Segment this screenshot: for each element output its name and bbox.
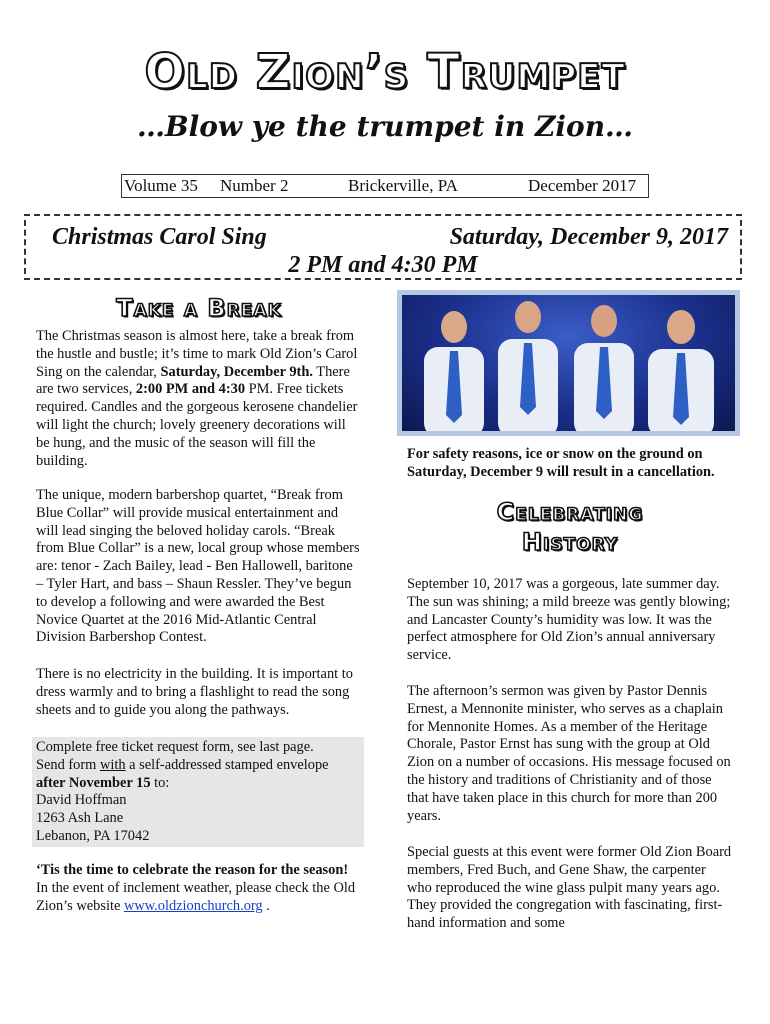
anniversary-paragraph: September 10, 2017 was a gorgeous, late summer day. The sun was shining; a mild breeze was gently blowing; and Lancaster County’s humidity was low. It was the perfect atmosphere for Old Zion’s annual anniversary service. — [407, 576, 731, 664]
ticket-text-2: a self-addressed stamped envelope — [125, 756, 329, 773]
issue-number: Number 2 — [220, 176, 289, 195]
ticket-name: David Hoffman — [36, 792, 127, 809]
carol-times: 2 PM and 4:30 PM — [288, 252, 478, 278]
intro-text: The Christmas season is almost here, take a break from the hustle and bustle; it’s time to mark Old Zion’s Carol Sing on the calendar, — [36, 328, 358, 380]
history-heading: History — [521, 528, 619, 556]
quartet-photo — [397, 290, 740, 436]
special-guests-paragraph: Special guests at this event were former Old Zion Board members, Fred Buch, and Gene Shaw, the carpenter who reproduced the wine glass pulpit many years ago. They provided the congregation with fascinating, first-hand information and some — [407, 844, 732, 932]
issue-date: December 2017 — [528, 176, 637, 195]
quartet-paragraph: The unique, modern barbershop quartet, “Break from Blue Collar” will provide musical entertainment and will lead singing the beloved holiday carols. “Break from Blue Collar” is a new, local group whose members are: tenor - Zach Bailey, lead - Ben Hallowell, baritone – Tyler Hart, and bass – Shaun Ressler. They’ve begun to develop a following and were awarded the Best Novice Quartet at the 2016 Mid-Atlantic Central Division Barbershop Contest. — [36, 487, 360, 646]
safety-notice: For safety reasons, ice or snow on the ground on Saturday, December 9 will result in a cancellation. — [407, 446, 715, 480]
quartet-photo-image — [402, 295, 735, 431]
intro-text-3: PM. Free tickets required. Candles and the gorgeous kerosene chandelier will light the church; lovely greenery decorations will be hung, and the music of the season will fill the building. — [36, 381, 358, 469]
ticket-with: with — [99, 756, 126, 773]
electricity-paragraph: There is no electricity in the building. It is important to dress warmly and to bring a flashlight to read the song sheets and to guide you along the pathways. — [36, 666, 353, 718]
take-a-break-heading: Take a Break — [116, 294, 282, 322]
website-link[interactable]: www.oldzionchurch.org — [123, 897, 263, 914]
weather-lead: ‘Tis the time to celebrate the reason for the season! — [36, 862, 349, 878]
celebrating-heading: Celebrating — [496, 498, 644, 526]
ticket-street: 1263 Ash Lane — [36, 810, 124, 827]
weather-end: . — [262, 897, 270, 914]
ticket-request-box — [32, 737, 364, 847]
issue-info-bar — [121, 174, 649, 198]
singer-4 — [648, 310, 714, 431]
tagline: …Blow ye the trumpet in Zion… — [136, 110, 634, 143]
singer-1 — [424, 311, 484, 431]
carol-title: Christmas Carol Sing — [52, 224, 267, 250]
location: Brickerville, PA — [348, 176, 458, 195]
weather-paragraph — [36, 862, 362, 915]
singer-2 — [498, 301, 558, 431]
quartet-illustration — [402, 295, 735, 431]
carol-date: Saturday, December 9, 2017 — [449, 224, 728, 250]
ticket-city: Lebanon, PA 17042 — [36, 827, 150, 844]
singer-3 — [574, 305, 634, 431]
sermon-paragraph: The afternoon’s sermon was given by Pastor Dennis Ernest, a Mennonite minister, who serves as a chaplain for Mennonite Homes. As a member of the Heritage Chorale, Pastor Ernst has sung with the group at Old Zion on a number of occasions. His message focused on the history and traditions of Christianity and of those that have taken place in this church for more than 200 years. — [407, 683, 731, 824]
volume: Volume 35 — [124, 176, 198, 195]
ticket-line-2 — [36, 757, 360, 775]
weather-text: In the event of inclement weather, please check the Old Zion’s website — [36, 879, 356, 914]
carol-sing-banner — [24, 214, 742, 280]
intro-text-2: There are two services, — [36, 363, 350, 398]
ticket-line-1: Complete free ticket request form, see last page. — [36, 739, 314, 755]
ticket-to: to: — [150, 774, 170, 791]
intro-paragraph — [36, 328, 362, 470]
ticket-deadline: after November 15 — [36, 774, 151, 791]
ticket-line-3 — [36, 775, 360, 793]
intro-times: 2:00 PM and 4:30 — [135, 381, 246, 398]
ticket-text: Send form — [36, 756, 100, 773]
intro-date: Saturday, December 9th. — [160, 363, 313, 380]
newsletter-title: Old Zion’s Trumpet — [144, 44, 626, 100]
